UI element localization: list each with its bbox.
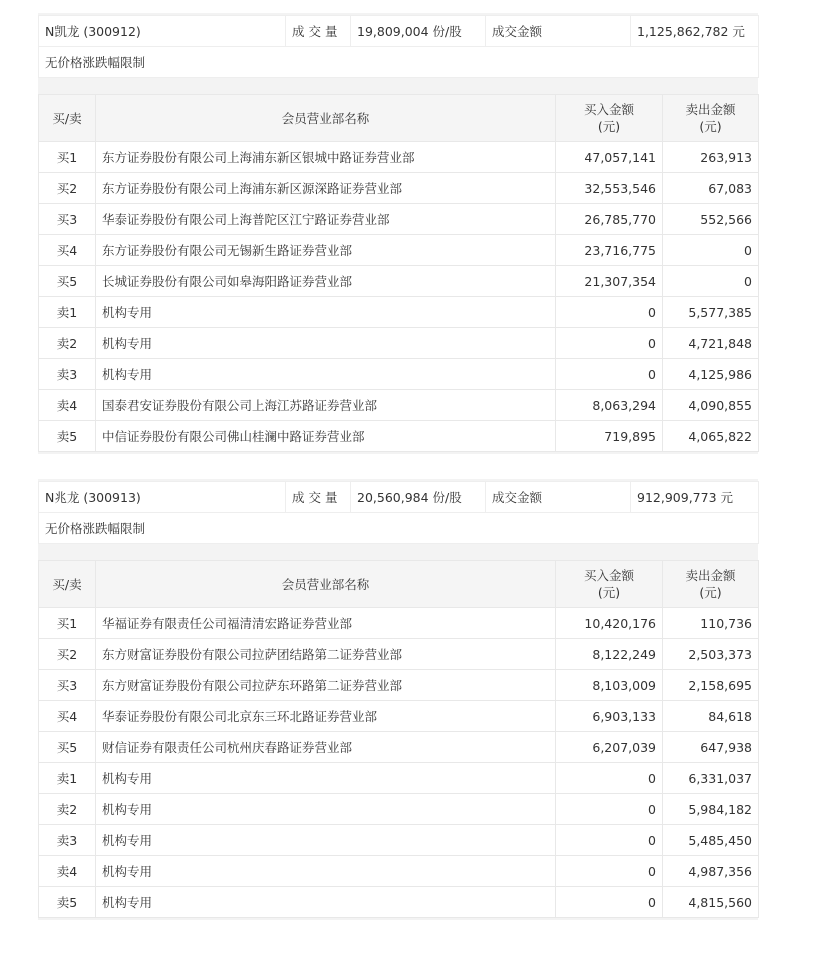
buy-amount-cell: 26,785,770 <box>556 204 663 235</box>
sell-amount-cell: 67,083 <box>663 173 759 204</box>
volume-label: 成 交 量 <box>286 16 351 47</box>
table-row <box>39 856 759 887</box>
buy-amount-cell: 8,122,249 <box>556 639 663 670</box>
broker-name-cell: 财信证券有限责任公司杭州庆春路证券营业部 <box>96 732 556 763</box>
side-cell: 卖4 <box>39 390 96 421</box>
side-cell: 买4 <box>39 701 96 732</box>
stock-block <box>38 13 758 454</box>
volume-value: 19,809,004 份/股 <box>351 16 486 47</box>
sell-amount-cell: 2,503,373 <box>663 639 759 670</box>
sell-amount-cell: 263,913 <box>663 142 759 173</box>
broker-name-cell: 机构专用 <box>96 794 556 825</box>
side-cell: 卖1 <box>39 763 96 794</box>
header-buy-label: 买入金额 <box>583 568 634 583</box>
buy-amount-cell: 719,895 <box>556 421 663 452</box>
broker-name-cell: 华泰证券股份有限公司北京东三环北路证券营业部 <box>96 701 556 732</box>
buy-amount-cell: 0 <box>556 825 663 856</box>
stock-block <box>38 479 758 920</box>
table-row <box>39 173 759 204</box>
table-row <box>39 297 759 328</box>
sell-amount-cell: 647,938 <box>663 732 759 763</box>
side-cell: 买2 <box>39 639 96 670</box>
side-cell: 卖3 <box>39 825 96 856</box>
broker-name-cell: 机构专用 <box>96 825 556 856</box>
buy-amount-cell: 8,103,009 <box>556 670 663 701</box>
table-row <box>39 421 759 452</box>
header-buy <box>556 561 663 608</box>
broker-name-cell: 中信证券股份有限公司佛山桂澜中路证券营业部 <box>96 421 556 452</box>
broker-table <box>38 94 759 452</box>
broker-name-cell: 国泰君安证券股份有限公司上海江苏路证券营业部 <box>96 390 556 421</box>
header-sell-unit: (元) <box>699 585 722 600</box>
sell-amount-cell: 0 <box>663 266 759 297</box>
table-row <box>39 204 759 235</box>
buy-amount-cell: 10,420,176 <box>556 608 663 639</box>
side-cell: 买1 <box>39 142 96 173</box>
broker-table <box>38 560 759 918</box>
header-sell <box>663 561 759 608</box>
table-row <box>39 794 759 825</box>
buy-amount-cell: 21,307,354 <box>556 266 663 297</box>
amount-value: 1,125,862,782 元 <box>631 16 759 47</box>
buy-amount-cell: 0 <box>556 856 663 887</box>
broker-name-cell: 机构专用 <box>96 359 556 390</box>
broker-name-cell: 东方证券股份有限公司上海浦东新区源深路证券营业部 <box>96 173 556 204</box>
table-row <box>39 670 759 701</box>
table-header <box>39 95 759 142</box>
header-sell-label: 卖出金额 <box>685 568 736 583</box>
broker-name-cell: 东方财富证券股份有限公司拉萨团结路第二证券营业部 <box>96 639 556 670</box>
broker-name-cell: 机构专用 <box>96 328 556 359</box>
side-cell: 买5 <box>39 266 96 297</box>
header-buy-label: 买入金额 <box>583 102 634 117</box>
sell-amount-cell: 5,577,385 <box>663 297 759 328</box>
buy-amount-cell: 6,207,039 <box>556 732 663 763</box>
broker-name-cell: 东方证券股份有限公司无锡新生路证券营业部 <box>96 235 556 266</box>
side-cell: 买1 <box>39 608 96 639</box>
side-cell: 买5 <box>39 732 96 763</box>
side-cell: 买2 <box>39 173 96 204</box>
broker-name-cell: 东方财富证券股份有限公司拉萨东环路第二证券营业部 <box>96 670 556 701</box>
header-side: 买/卖 <box>39 95 96 142</box>
stock-summary-row <box>39 482 759 513</box>
side-cell: 卖5 <box>39 421 96 452</box>
buy-amount-cell: 0 <box>556 359 663 390</box>
header-buy <box>556 95 663 142</box>
broker-name-cell: 长城证券股份有限公司如皋海阳路证券营业部 <box>96 266 556 297</box>
header-name: 会员营业部名称 <box>96 561 556 608</box>
stock-name: N凯龙 (300912) <box>39 16 286 47</box>
sell-amount-cell: 6,331,037 <box>663 763 759 794</box>
broker-name-cell: 机构专用 <box>96 297 556 328</box>
table-row <box>39 825 759 856</box>
sell-amount-cell: 4,721,848 <box>663 328 759 359</box>
table-row <box>39 887 759 918</box>
price-limit-note: 无价格涨跌幅限制 <box>39 47 759 78</box>
stock-info-table <box>38 481 759 544</box>
sell-amount-cell: 84,618 <box>663 701 759 732</box>
sell-amount-cell: 552,566 <box>663 204 759 235</box>
sell-amount-cell: 4,090,855 <box>663 390 759 421</box>
sell-amount-cell: 4,065,822 <box>663 421 759 452</box>
buy-amount-cell: 0 <box>556 328 663 359</box>
side-cell: 卖2 <box>39 794 96 825</box>
table-row <box>39 701 759 732</box>
buy-amount-cell: 6,903,133 <box>556 701 663 732</box>
buy-amount-cell: 47,057,141 <box>556 142 663 173</box>
broker-name-cell: 机构专用 <box>96 887 556 918</box>
buy-amount-cell: 0 <box>556 763 663 794</box>
sell-amount-cell: 4,815,560 <box>663 887 759 918</box>
volume-value: 20,560,984 份/股 <box>351 482 486 513</box>
broker-name-cell: 东方证券股份有限公司上海浦东新区银城中路证券营业部 <box>96 142 556 173</box>
amount-label: 成交金额 <box>486 16 631 47</box>
table-row <box>39 639 759 670</box>
table-row <box>39 328 759 359</box>
price-limit-note: 无价格涨跌幅限制 <box>39 513 759 544</box>
sell-amount-cell: 5,485,450 <box>663 825 759 856</box>
side-cell: 买4 <box>39 235 96 266</box>
stock-info-table <box>38 15 759 78</box>
amount-label: 成交金额 <box>486 482 631 513</box>
table-row <box>39 266 759 297</box>
header-sell <box>663 95 759 142</box>
header-name: 会员营业部名称 <box>96 95 556 142</box>
side-cell: 卖4 <box>39 856 96 887</box>
header-side: 买/卖 <box>39 561 96 608</box>
sell-amount-cell: 2,158,695 <box>663 670 759 701</box>
buy-amount-cell: 23,716,775 <box>556 235 663 266</box>
buy-amount-cell: 32,553,546 <box>556 173 663 204</box>
side-cell: 卖2 <box>39 328 96 359</box>
volume-label: 成 交 量 <box>286 482 351 513</box>
broker-name-cell: 华福证券有限责任公司福清清宏路证券营业部 <box>96 608 556 639</box>
table-row <box>39 142 759 173</box>
table-row <box>39 608 759 639</box>
side-cell: 卖3 <box>39 359 96 390</box>
buy-amount-cell: 8,063,294 <box>556 390 663 421</box>
sell-amount-cell: 4,125,986 <box>663 359 759 390</box>
header-buy-unit: (元) <box>597 585 621 600</box>
sell-amount-cell: 0 <box>663 235 759 266</box>
side-cell: 卖5 <box>39 887 96 918</box>
side-cell: 买3 <box>39 670 96 701</box>
amount-value: 912,909,773 元 <box>631 482 759 513</box>
buy-amount-cell: 0 <box>556 794 663 825</box>
table-header <box>39 561 759 608</box>
table-row <box>39 390 759 421</box>
header-sell-unit: (元) <box>699 119 722 134</box>
table-row <box>39 763 759 794</box>
sell-amount-cell: 4,987,356 <box>663 856 759 887</box>
buy-amount-cell: 0 <box>556 887 663 918</box>
broker-name-cell: 机构专用 <box>96 763 556 794</box>
sell-amount-cell: 5,984,182 <box>663 794 759 825</box>
header-buy-unit: (元) <box>597 119 621 134</box>
broker-name-cell: 华泰证券股份有限公司上海普陀区江宁路证券营业部 <box>96 204 556 235</box>
stock-summary-row <box>39 16 759 47</box>
table-row <box>39 359 759 390</box>
stock-name: N兆龙 (300913) <box>39 482 286 513</box>
table-row <box>39 732 759 763</box>
sell-amount-cell: 110,736 <box>663 608 759 639</box>
header-sell-label: 卖出金额 <box>685 102 736 117</box>
table-row <box>39 235 759 266</box>
side-cell: 买3 <box>39 204 96 235</box>
buy-amount-cell: 0 <box>556 297 663 328</box>
broker-name-cell: 机构专用 <box>96 856 556 887</box>
side-cell: 卖1 <box>39 297 96 328</box>
